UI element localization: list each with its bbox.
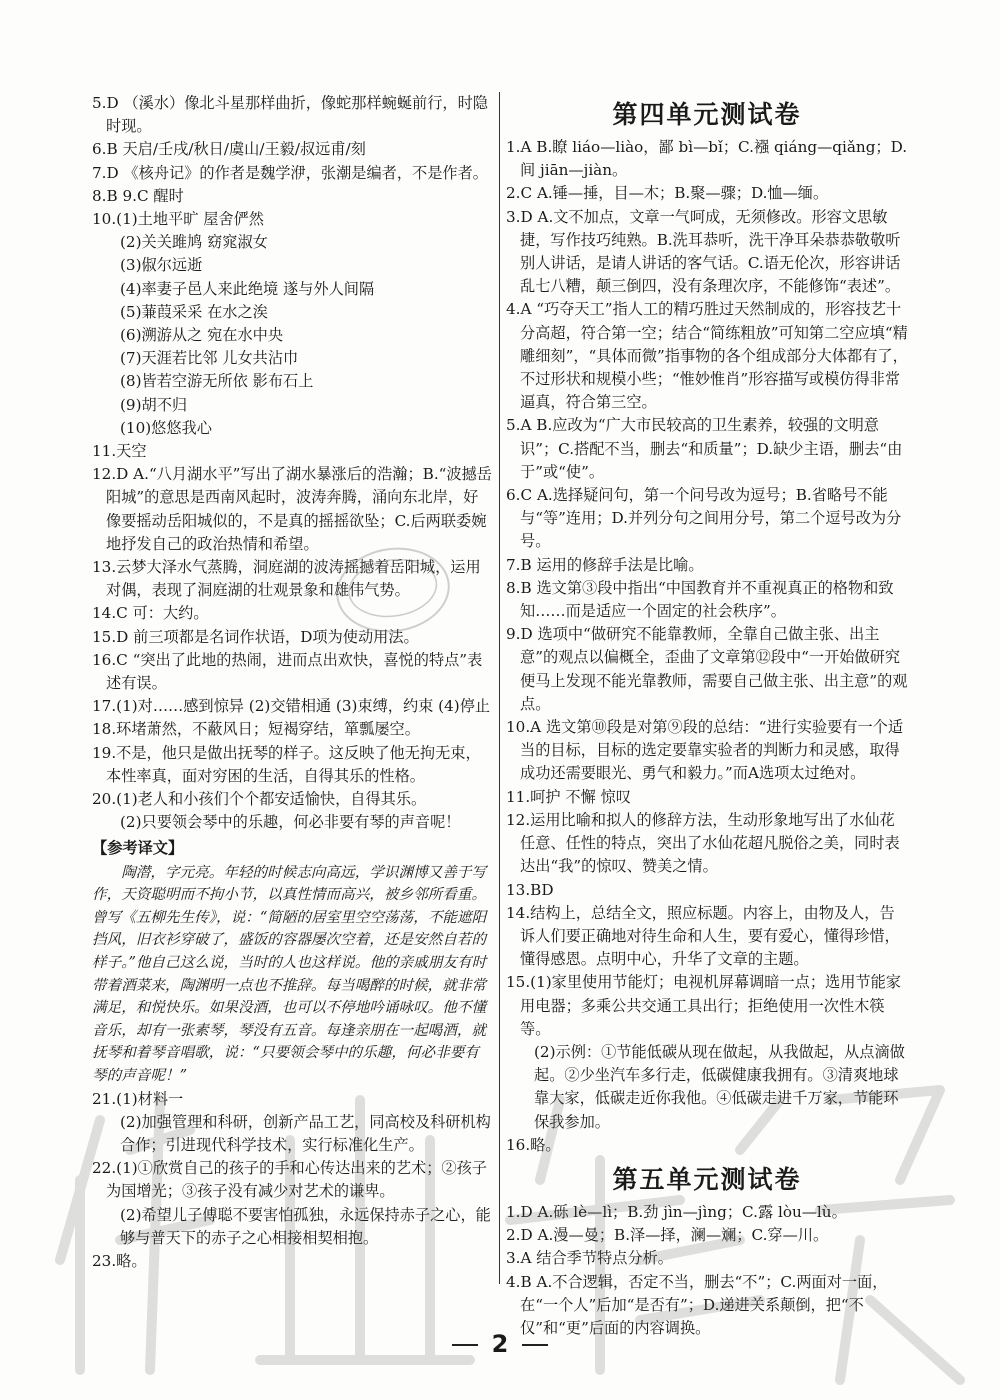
answer-item: 6.C A.选择疑问句，第一个问号改为逗号；B.省略号不能与“等”连用；D.并列分句之间用分号，第二个逗号改为分号。 xyxy=(506,486,902,551)
answer-item: 3.D A.文不加点，文章一气呵成，无须修改。形容文思敏捷，写作技巧纯熟。B.洗耳恭听，洗干净耳朵恭恭敬敬听别人讲话，是请人讲话的客气话。C.语无伦次，形容讲话乱七八糟，颠三倒四，没有条理次序，不能修饰“表述”。 xyxy=(506,207,901,296)
left-column xyxy=(92,92,492,1273)
right-column xyxy=(506,92,908,1340)
answer-subitem: (9)胡不归 xyxy=(120,395,188,414)
answer-subitem: (3)俶尔远逝 xyxy=(120,256,203,275)
answer-subitem: (5)蒹葭采采 在水之涘 xyxy=(120,302,268,321)
dash-left xyxy=(452,1344,478,1346)
answer-item: 8.B 9.C 醒时 xyxy=(92,186,184,205)
answer-item: 16.C “突出了此地的热闹，进而点出欢快，喜悦的特点”表述有误。 xyxy=(92,650,483,693)
answer-subitem: (10)悠悠我心 xyxy=(120,418,212,437)
answer-item: 6.B 天启/壬戌/秋日/虞山/王毅/叔远甫/刻 xyxy=(92,140,366,159)
answer-subitem: (4)率妻子邑人来此绝境 遂与外人间隔 xyxy=(120,279,375,298)
answer-subitem: (2)关关雎鸠 窈窕淑女 xyxy=(120,233,268,252)
answer-item: 20.(1)老人和小孩们个个都安适愉快，自得其乐。 xyxy=(92,790,427,809)
answer-item: 12.运用比喻和拟人的修辞方法，生动形象地写出了水仙花任意、任性的特点，突出了水仙花超凡脱俗之美，同时表达出“我”的惊叹、赞美之情。 xyxy=(506,810,900,876)
answer-item: 19.不是，他只是做出抚琴的样子。这反映了他无拘无束，本性率真，面对穷困的生活，自得其乐的性格。 xyxy=(92,743,481,785)
answer-item: 23.略。 xyxy=(92,1252,147,1271)
answer-item: 15.D 前三项都是名词作状语，D项为使动用法。 xyxy=(92,627,419,646)
answer-item: 2.D A.漫—曼；B.泽—择，澜—斓；C.穿—川。 xyxy=(506,1226,829,1245)
answer-subitem: (2)希望儿子傅聪不要害怕孤独，永远保持赤子之心，能够与普天下的赤子之心相接相契相抱。 xyxy=(120,1205,491,1247)
answer-item: 13.云梦大泽水气蒸腾，洞庭湖的波涛摇撼着岳阳城，运用对偶，表现了洞庭湖的壮观景象和雄伟气势。 xyxy=(92,558,481,600)
unit4-title: 第四单元测试卷 xyxy=(612,100,802,129)
answer-item: 3.A 结合季节特点分析。 xyxy=(506,1249,673,1268)
reference-translation: 陶潜，字元亮。年轻的时候志向高远，学识渊博又善于写作，天资聪明而不拘小节，以真性情而高兴，被乡邻所看重。曾写《五柳先生传》，说：“简陋的居室里空空荡荡，不能遮阳挡风，旧衣衫穿破了，盛饭的容器屡次空着，还是安然自若的样子。”他自己这么说，当时的人也这样说。他的亲戚朋友有时带着酒菜来，陶渊明一点也不推辞。每当喝醉的时候，就非常满足，和悦快乐。如果没酒，也可以不停地吟诵咏叹。他不懂音乐，却有一张素琴，琴没有五音。每逢亲朋在一起喝酒，就抚琴和着琴音唱歌，说：“只要领会琴中的乐趣，何必非要有琴的声音呢！” xyxy=(92,863,487,1085)
answer-item: 7.B 运用的修辞手法是比喻。 xyxy=(506,555,704,574)
answer-item: 2.C A.锤—捶，目—木；B.聚—骤；D.恤—缅。 xyxy=(506,184,829,203)
answer-item: 21.(1)材料一 xyxy=(92,1089,184,1108)
answer-item: 18.环堵萧然，不蔽风日；短褐穿结，箪瓢屡空。 xyxy=(92,720,420,739)
answer-subitem: (2)加强管理和科研，创新产品工艺，同高校及科研机构合作；引进现代科学技术，实行标准化生产。 xyxy=(120,1112,491,1155)
page-number-value: 2 xyxy=(491,1330,509,1358)
dash-right xyxy=(522,1344,548,1346)
answer-item: 10.(1)土地平旷 屋舍俨然 xyxy=(92,210,264,229)
answer-item: 4.B A.不合逻辑，否定不当，删去“不”；C.两面对一面，在“一个人”后加“是否有”；D.递进关系颠倒，把“不仅”和“更”后面的内容调换。 xyxy=(506,1272,888,1337)
answer-item: 8.B 选文第③段中指出“中国教育并不重视真正的格物和致知……而是适应一个固定的社会秩序”。 xyxy=(506,578,894,621)
answer-item: 11.天空 xyxy=(92,442,147,461)
answer-item: 13.BD xyxy=(506,880,554,899)
answer-item: 1.D A.砾 lè—lì；B.劲 jìn—jìng；C.露 lòu—lù。 xyxy=(506,1202,847,1221)
answer-subitem: (8)皆若空游无所依 影布石上 xyxy=(120,372,314,391)
answer-item: 14.结构上，总结全文，照应标题。内容上，由物及人，告诉人们要正确地对待生命和人生，要有爱心，懂得珍惜，懂得感恩。点明中心，升华了文章的主题。 xyxy=(506,903,900,969)
answer-subitem: (7)天涯若比邻 儿女共沾巾 xyxy=(120,349,299,368)
answer-item: 15.(1)家里使用节能灯；电视机屏幕调暗一点；选用节能家用电器；多乘公共交通工具出行；拒绝使用一次性木筷等。 xyxy=(506,973,901,1038)
answer-subitem: (2)只要领会琴中的乐趣，何必非要有琴的声音呢！ xyxy=(120,813,461,832)
answer-item: 5.A B.应改为“广大市民较高的卫生素养，较强的文明意识”；C.搭配不当，删去“和质量”；D.缺少主语，删去“由于”或“使”。 xyxy=(506,416,903,481)
page-number xyxy=(0,1330,1000,1358)
answer-item: 16.略。 xyxy=(506,1135,561,1154)
answer-item: 14.C 可：大约。 xyxy=(92,604,209,623)
answer-subitem: (6)溯游从之 宛在水中央 xyxy=(120,326,284,345)
answer-subitem: (2)示例：①节能低碳从现在做起，从我做起，从点滴做起。②少坐汽车多行走，低碳健康我拥有。③清爽地球靠大家，低碳走近你我他。④低碳走进千万家，节能环保我参加。 xyxy=(534,1042,905,1131)
answer-item: 9.D 选项中“做研究不能靠教师，全靠自己做主张、出主意”的观点以偏概全，歪曲了文章第⑫段中“一开始做研究便马上发现不能光靠教师，需要自己做主张、出主意”的观点。 xyxy=(506,625,908,713)
answer-item: 1.A B.瞭 liáo—liào，鄙 bì—bǐ；C.襁 qiáng—qiǎng；D.间 jiān—jiàn。 xyxy=(506,138,908,180)
answer-item: 4.A “巧夺天工”指人工的精巧胜过天然制成的，形容技艺十分高超，符合第一空；结合“简练粗放”可知第二空应填“精雕细刻”，“具体而微”指事物的各个组成部分大体都有了，不过形状和规模小些；“惟妙惟肖”形容描写或模仿得非常逼真，符合第三空。 xyxy=(506,300,908,412)
answer-item: 12.D A.“八月湖水平”写出了湖水暴涨后的浩瀚；B.“波撼岳阳城”的意思是西南风起时，波涛奔腾，涌向东北岸，好像要摇动岳阳城似的，不是真的摇摇欲坠；C.后两联委婉地抒发自己的政治热情和希望。 xyxy=(92,465,492,553)
answer-item: 7.D 《核舟记》的作者是魏学洢，张潮是编者，不是作者。 xyxy=(92,163,488,182)
answer-item: 5.D （溪水）像北斗星那样曲折，像蛇那样蜿蜒前行，时隐时现。 xyxy=(92,94,488,136)
answer-item: 11.呵护 不懈 惊叹 xyxy=(506,787,631,806)
answer-item: 22.(1)①欣赏自己的孩子的手和心传达出来的艺术；②孩子为国增光；③孩子没有减少对艺术的谦卑。 xyxy=(92,1159,487,1201)
reference-translation-title: 【参考译文】 xyxy=(92,838,184,857)
answer-item: 17.(1)对……感到惊异 (2)交错相通 (3)束缚，约束 (4)停止 xyxy=(92,697,491,716)
column-divider xyxy=(499,92,500,1284)
stamp-icon xyxy=(335,543,451,633)
answer-item: 10.A 选文第⑩段是对第⑨段的总结：“进行实验要有一个适当的目标，目标的选定要靠实验者的判断力和灵感，取得成功还需要眼光、勇气和毅力。”而A选项太过绝对。 xyxy=(506,718,904,783)
unit5-title: 第五单元测试卷 xyxy=(612,1164,802,1194)
